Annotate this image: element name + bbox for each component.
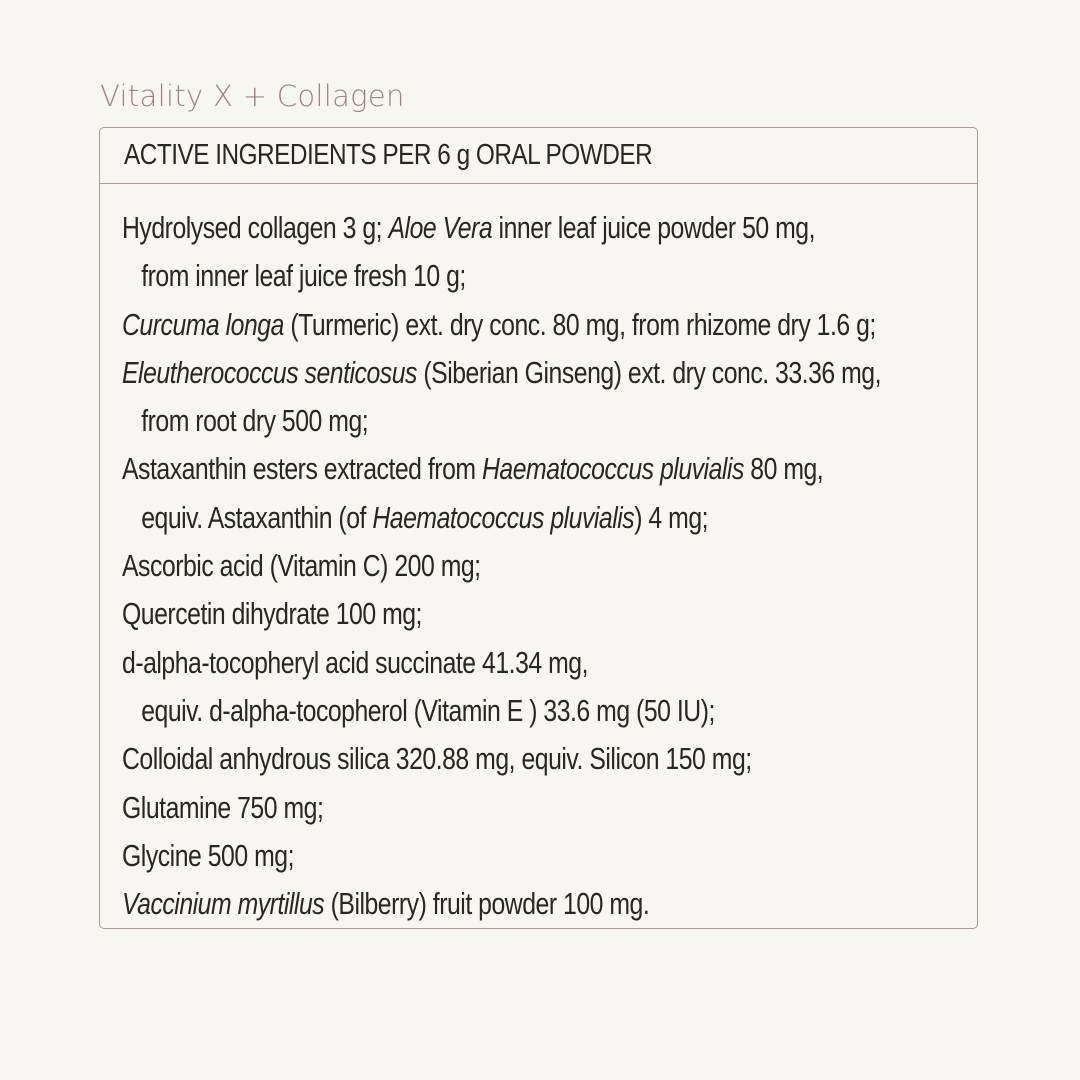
ingredient-line — [122, 349, 882, 397]
panel-header — [100, 128, 977, 184]
line-text: from inner leaf juice fresh 10 g; — [141, 258, 466, 294]
ingredient-line — [122, 832, 806, 880]
line-text: (Turmeric) ext. dry conc. 80 mg, from rhizome dry 1.6 g; — [283, 306, 876, 342]
line-text: Hydrolysed collagen 3 g; — [122, 210, 389, 245]
ingredient-line — [122, 204, 816, 252]
botanical-name: Haematococcus pluvialis — [372, 499, 635, 535]
ingredient-line — [122, 542, 806, 590]
product-title: Vitality X + Collagen — [100, 79, 405, 113]
line-text: ) 4 mg; — [634, 499, 709, 535]
ingredient-list — [100, 184, 977, 928]
line-text: Colloidal anhydrous silica 320.88 mg, equiv. Silicon 150 mg; — [122, 741, 752, 777]
ingredient-line — [122, 590, 806, 638]
ingredient-line-continuation — [122, 252, 806, 300]
ingredient-line — [122, 445, 824, 493]
line-text: d-alpha-tocopheryl acid succinate 41.34 mg, — [122, 644, 588, 680]
line-text: equiv. d-alpha-tocopherol (Vitamin E ) 33.6 mg (50 IU); — [141, 692, 715, 728]
line-text: (Siberian Ginseng) ext. dry conc. 33.36 mg, — [416, 354, 882, 390]
line-text: Astaxanthin esters extracted from — [122, 451, 482, 487]
ingredient-line — [122, 880, 806, 928]
botanical-name: Vaccinium myrtillus — [122, 886, 325, 922]
botanical-name: Curcuma longa — [122, 306, 284, 342]
line-text: (Bilberry) fruit powder 100 mg. — [324, 886, 650, 922]
line-text: Ascorbic acid (Vitamin C) 200 mg; — [122, 548, 481, 584]
ingredient-line — [122, 735, 806, 783]
line-text: Quercetin dihydrate 100 mg; — [122, 596, 422, 632]
ingredient-line — [122, 301, 876, 349]
line-text: from root dry 500 mg; — [141, 403, 369, 439]
botanical-name: Aloe Vera — [388, 210, 493, 245]
botanical-name: Eleutherococcus senticosus — [122, 354, 417, 390]
panel-heading: ACTIVE INGREDIENTS PER 6 g ORAL POWDER — [124, 139, 653, 171]
line-text: Glutamine 750 mg; — [122, 789, 324, 825]
line-text: equiv. Astaxanthin (of — [141, 499, 373, 535]
line-text: 80 mg, — [743, 451, 824, 487]
botanical-name: Haematococcus pluvialis — [481, 451, 744, 487]
ingredient-line — [122, 639, 806, 687]
ingredient-line-continuation — [122, 494, 806, 542]
ingredient-line — [122, 784, 806, 832]
line-text: Glycine 500 mg; — [122, 837, 294, 873]
ingredient-line-continuation — [122, 687, 806, 735]
line-text: inner leaf juice powder 50 mg, — [492, 210, 816, 245]
ingredients-panel — [99, 127, 978, 929]
ingredient-line-continuation — [122, 397, 806, 445]
